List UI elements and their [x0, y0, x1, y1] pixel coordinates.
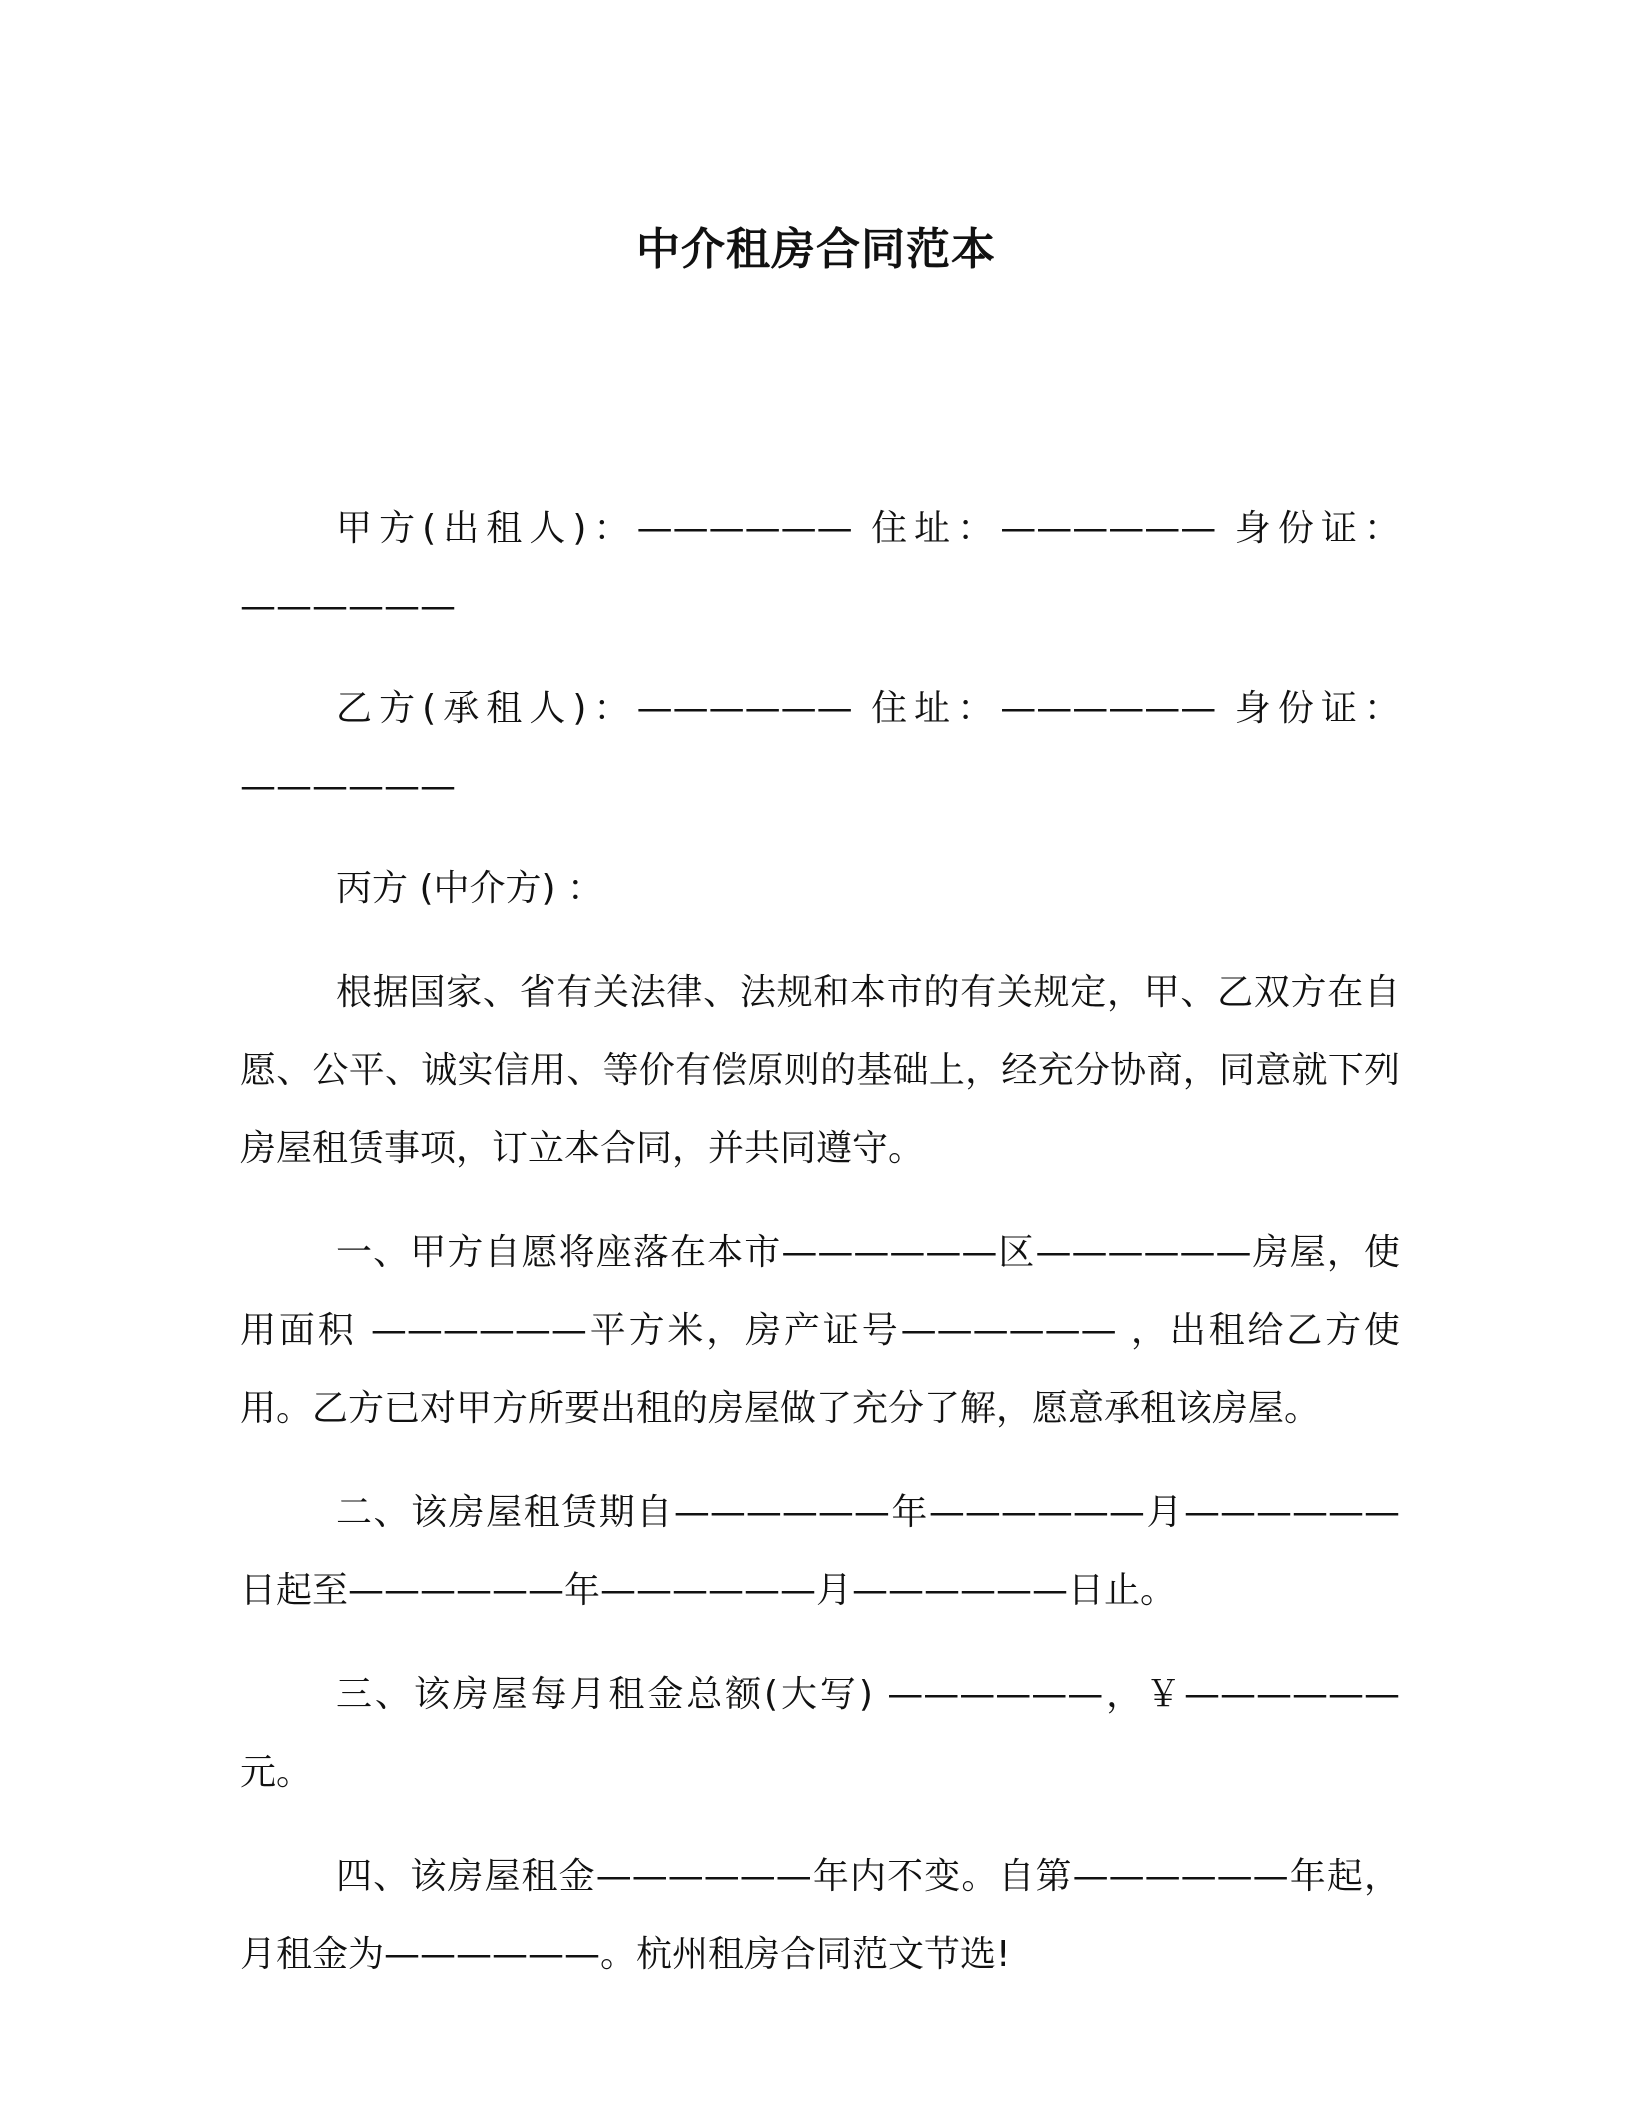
clause-2-paragraph: 二、该房屋租赁期自——————年——————月——————日起至——————年——————月——————日止。: [240, 1492, 1400, 1611]
party-c-paragraph: 丙方 (中介方) ：: [336, 868, 603, 909]
party-b-paragraph: 乙方(承租人)：—————— 住址：—————— 身份证：——————: [240, 688, 1400, 807]
clause-1-paragraph: 一、甲方自愿将座落在本市——————区——————房屋，使用面积 ——————平方米，房产证号—————— ，出租给乙方使用。乙方已对甲方所要出租的房屋做了充分了解，愿意承租该房屋。: [240, 1232, 1400, 1429]
preamble-paragraph: 根据国家、省有关法律、法规和本市的有关规定，甲、乙双方在自愿、公平、诚实信用、等价有偿原则的基础上，经充分协商，同意就下列房屋租赁事项，订立本合同，并共同遵守。: [240, 972, 1400, 1169]
document-title: 中介租房合同范本: [636, 224, 996, 275]
party-a-paragraph: 甲方(出租人)：—————— 住址：—————— 身份证：——————: [240, 508, 1400, 627]
clause-4-paragraph: 四、该房屋租金——————年内不变。自第——————年起，月租金为——————。杭州租房合同范文节选!: [240, 1856, 1400, 1975]
document-body: [240, 490, 1400, 2020]
clause-3-paragraph: 三、该房屋每月租金总额(大写) ——————，￥——————元。: [240, 1674, 1400, 1793]
